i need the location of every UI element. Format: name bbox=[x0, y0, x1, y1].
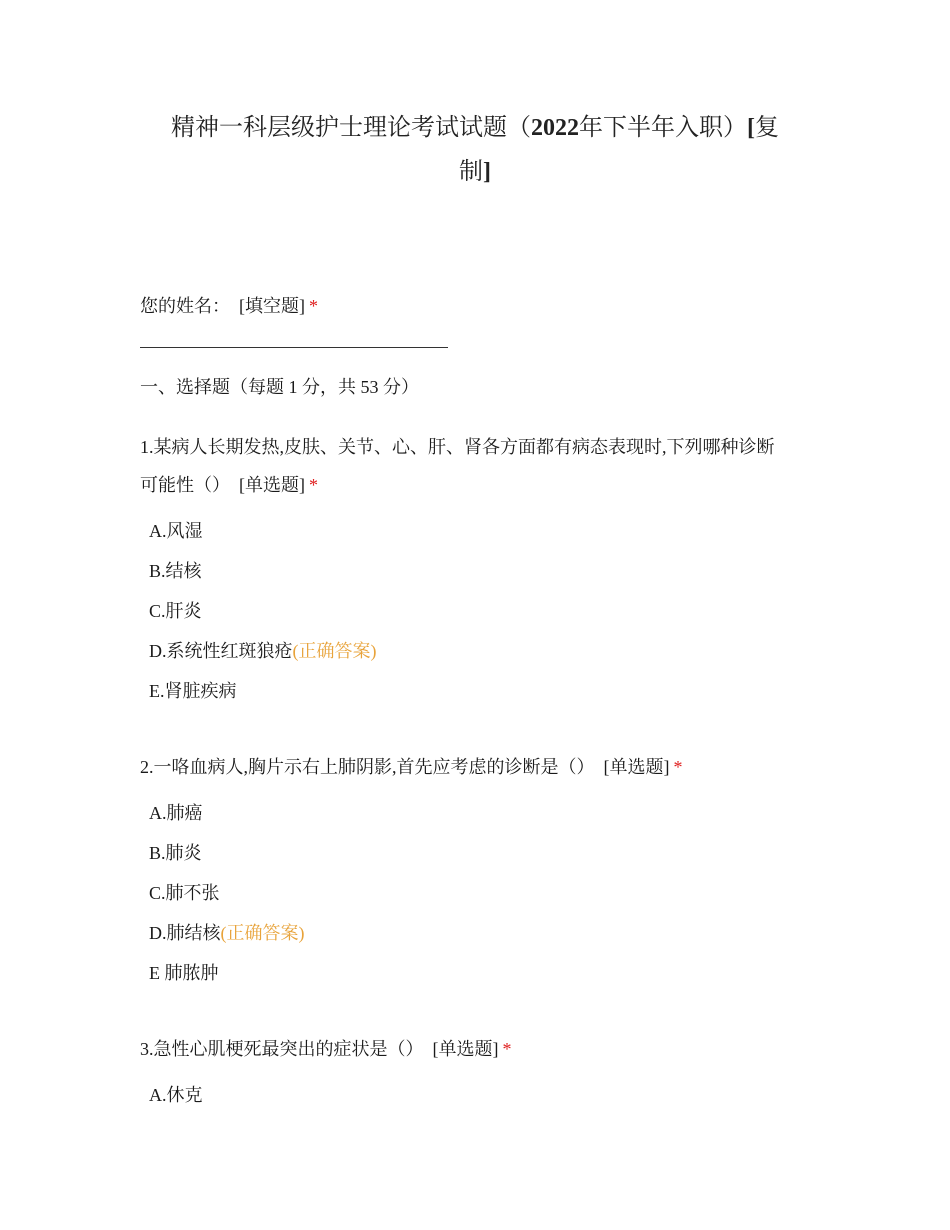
title-copy-1: 复 bbox=[755, 115, 779, 141]
question-3-type-tag: [单选题] bbox=[432, 1039, 499, 1059]
question-3-text bbox=[140, 1030, 512, 1068]
name-field-label: 您的姓名： bbox=[140, 296, 230, 316]
question-3-line1: 3.急性心肌梗死最突出的症状是（） bbox=[140, 1039, 424, 1059]
question-1-option-c[interactable]: C.肝炎 bbox=[149, 601, 202, 621]
question-2-option-a[interactable]: A.肺癌 bbox=[149, 803, 203, 823]
question-2-line1: 2.一咯血病人,胸片示右上肺阴影,首先应考虑的诊断是（） bbox=[140, 757, 595, 777]
correct-answer-marker: (正确答案) bbox=[220, 923, 305, 943]
page-title bbox=[140, 106, 810, 194]
question-3-required-mark: * bbox=[502, 1039, 512, 1059]
name-input-line[interactable] bbox=[140, 347, 448, 348]
question-1-option-a[interactable]: A.风湿 bbox=[149, 521, 203, 541]
correct-answer-marker: (正确答案) bbox=[292, 641, 377, 661]
question-2-text bbox=[140, 748, 683, 786]
title-year: 2022 bbox=[531, 115, 579, 141]
title-bracket-open: [ bbox=[747, 115, 755, 141]
question-3-option-a[interactable]: A.休克 bbox=[149, 1085, 203, 1105]
question-1-type-tag: [单选题] bbox=[239, 475, 305, 495]
question-1-required-mark: * bbox=[309, 475, 318, 495]
name-field-type-tag: [填空题] bbox=[239, 296, 305, 316]
title-part-1: 精神一科层级护士理论考试试题（ bbox=[171, 115, 531, 141]
question-1-option-d-text: D.系统性红斑狼疮 bbox=[149, 641, 293, 661]
question-1-option-b[interactable]: B.结核 bbox=[149, 561, 202, 581]
required-mark: * bbox=[309, 296, 318, 316]
section-heading: 一、选择题（每题 1 分，共 53 分） bbox=[140, 377, 419, 397]
question-2-option-d[interactable] bbox=[149, 921, 305, 945]
question-1-option-e[interactable]: E.肾脏疾病 bbox=[149, 681, 237, 701]
question-2-type-tag: [单选题] bbox=[603, 757, 670, 777]
question-2-option-b[interactable]: B.肺炎 bbox=[149, 843, 202, 863]
title-part-2: 年下半年入职） bbox=[579, 115, 747, 141]
question-2-option-c[interactable]: C.肺不张 bbox=[149, 883, 220, 903]
question-2-required-mark: * bbox=[673, 757, 683, 777]
question-2-option-d-text: D.肺结核 bbox=[149, 923, 221, 943]
question-1-line1: 1.某病人长期发热,皮肤、关节、心、肝、肾各方面都有病态表现时,下列哪种诊断 bbox=[140, 437, 775, 457]
name-field-label-row bbox=[140, 287, 318, 325]
question-1-text bbox=[140, 428, 810, 504]
question-1-option-d[interactable] bbox=[149, 639, 377, 663]
title-bracket-close: ] bbox=[483, 159, 491, 185]
question-2-option-e[interactable]: E 肺脓肿 bbox=[149, 963, 219, 983]
title-copy-2: 制 bbox=[459, 159, 483, 185]
question-1-line2: 可能性（） bbox=[140, 475, 230, 495]
